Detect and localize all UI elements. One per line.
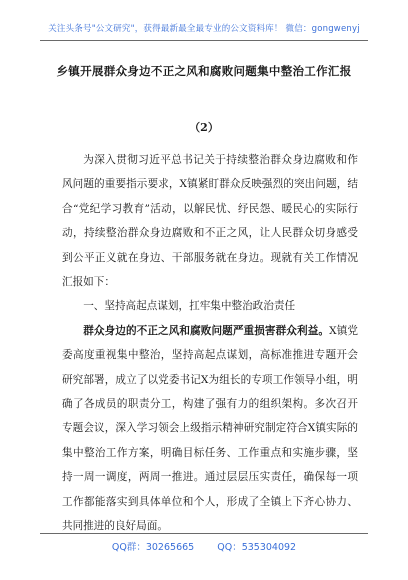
document-subtitle: （2）	[189, 121, 219, 134]
intro-paragraph: 为深入贯彻习近平总书记关于持续整治群众身边腐败和作风问题的重要指示要求，X镇紧盯群众反映强烈的突出问题，结合“党纪学习教育”活动，以解民忧、纾民怨、暖民心的实际行动，持续整治群众身边腐败和不正之风，让人民群众切身感受到公平正义就在身边、干部服务就在身边。现就有关工作情况汇报如下：	[62, 154, 358, 289]
footer-qq: QQ：535304092	[217, 542, 297, 553]
footer-qq-group: QQ群：30265665	[111, 542, 195, 553]
document-body	[62, 148, 358, 539]
footer-divider	[40, 533, 368, 534]
header-divider	[40, 40, 368, 41]
header-banner: 关注头条号"公文研究"，获得最新最全最专业的公文资料库！ 微信：gongwenyj	[48, 24, 360, 34]
footer	[0, 539, 408, 553]
section-paragraph	[62, 319, 358, 539]
section-text: X镇党委高度重视集中整治，坚持高起点谋划，高标准推进专题开会研究部署，成立了以党委书记X为组长的专项工作领导小组，明确了各成员的职责分工，构建了强有力的组织架构。多次召开专题会议，深入学习领会上级指示精神研究制定符合X镇实际的集中整治工作方案，明确目标任务、工作重点和实施步骤，坚持一周一调度，两周一推进。通过层层压实责任，确保每一项工作都能落实到具体单位和个人，形成了全镇上下齐心协力、共同推进的良好局面。	[62, 324, 359, 533]
document-title: 乡镇开展群众身边不正之风和腐败问题集中整治工作汇报	[56, 64, 352, 78]
section-heading: 一、坚持高起点谋划，扛牢集中整治政治责任	[83, 300, 296, 313]
section-lead: 群众身边的不正之风和腐败问题严重损害群众利益。	[83, 324, 330, 337]
